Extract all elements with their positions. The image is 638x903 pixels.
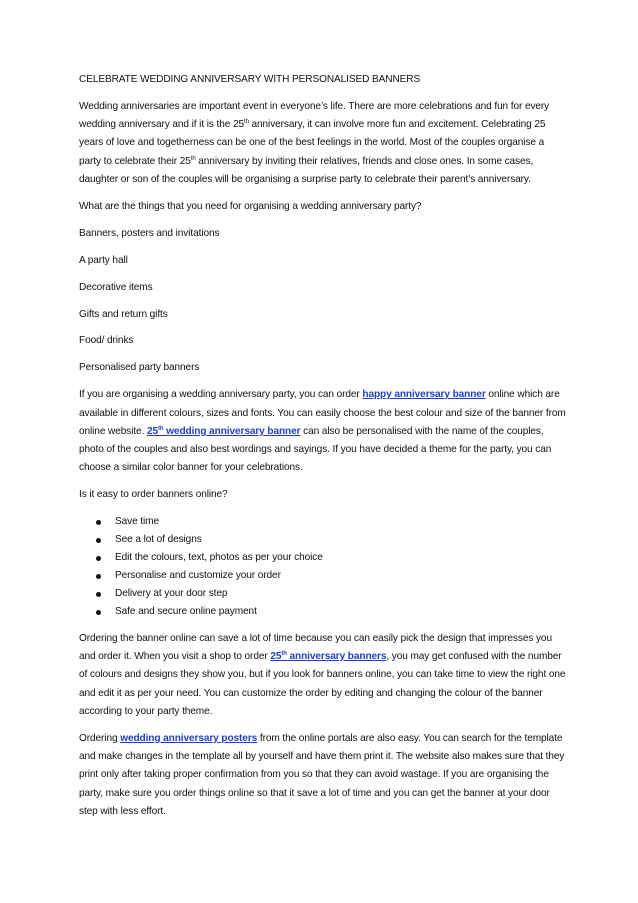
ordering-text-1: If you are organising a wedding anniversary party, you can order	[79, 389, 363, 401]
list-item	[96, 531, 568, 549]
happy-anniversary-banner-link[interactable]: happy anniversary banner	[362, 389, 486, 401]
party-item: Food/ drinks	[79, 335, 134, 347]
list-item	[96, 603, 568, 621]
posters-text-2: from the online portals are also easy. You can search for the template and make changes in the template all by yourself and have them print it. The website also makes sure that they print only after taking proper confirmation from you so that they can avoid wastage. If you are organising the party, make sure you order things online so that it save a lot of time and you can get the banner at your door step with less effort.	[79, 732, 565, 818]
link-number: 25	[146, 425, 159, 437]
document-title: CELEBRATE WEDDING ANNIVERSARY WITH PERSONALISED BANNERS	[79, 74, 421, 85]
list-item	[96, 513, 568, 531]
intro-text-1: Wedding anniversaries are important event in everyone’s life. There are more celebrations and fun for every wedding anniversary and if it is the 25	[79, 100, 550, 131]
benefits-list	[79, 513, 568, 621]
party-item: Decorative items	[79, 281, 153, 293]
bullet-icon	[96, 538, 101, 543]
online-text-1: Ordering the banner online can save a lot of time because you can easily pick the design that impresses you and order it. When you visit a shop to order	[79, 632, 552, 663]
list-item-text: Save time	[115, 516, 159, 528]
bullet-icon	[96, 574, 101, 579]
intro-text-2: anniversary, it can involve more fun and excitement. Celebrating 25 years of love and togetherness can be one of the best feelings in the world. Most of the couples organise a party to celebrate their 25	[79, 119, 546, 167]
ordinal-suffix: th	[244, 119, 249, 126]
ordinal-suffix: th	[190, 155, 196, 162]
online-text-2: , you may get confused with the number of colours and designs they show you, but if you look for banners online, you can take time to view the right one and edit it as per your need. You can customize the order by editing and changing the colour of the banner according to your party theme.	[79, 651, 566, 717]
list-item-text: Delivery at your door step	[115, 588, 228, 600]
list-item-text: Edit the colours, text, photos as per your choice	[115, 552, 323, 564]
list-item	[96, 567, 568, 585]
link-text: anniversary banners	[286, 651, 387, 663]
25th-wedding-anniversary-banner-link[interactable]	[147, 426, 300, 437]
ordering-paragraph	[79, 386, 568, 477]
question2-heading: Is it easy to order banners online?	[79, 489, 228, 501]
wedding-anniversary-posters-link[interactable]: wedding anniversary posters	[120, 732, 258, 744]
ordinal-suffix: th	[281, 651, 287, 658]
party-item: Personalised party banners	[79, 362, 200, 374]
party-item: Banners, posters and invitations	[79, 227, 220, 239]
list-item	[96, 585, 568, 603]
link-number: 25	[270, 651, 282, 663]
question-heading: What are the things that you need for organising a wedding anniversary party?	[79, 200, 422, 212]
ordering-text-2: online which are available in different colours, sizes and fonts. You can easily choose the best colour and size of the banner from online website.	[79, 389, 566, 437]
ordering-text-3: can also be personalised with the name of the couples, photo of the couples and also best wordings and sayings. If you have decided a theme for the party, you can choose a similar color banner for your celebrations.	[79, 425, 552, 474]
list-item-text: See a lot of designs	[115, 534, 202, 546]
bullet-icon	[96, 610, 101, 615]
online-benefit-paragraph	[79, 630, 568, 721]
intro-paragraph	[79, 98, 568, 189]
bullet-icon	[96, 592, 101, 597]
bullet-icon	[96, 520, 101, 525]
list-item-text: Safe and secure online payment	[115, 606, 257, 618]
list-item-text: Personalise and customize your order	[115, 570, 281, 582]
bullet-icon	[96, 556, 101, 561]
party-item: Gifts and return gifts	[79, 308, 168, 320]
ordinal-suffix: th	[158, 425, 164, 432]
intro-text-3: anniversary by inviting their relatives, friends and close ones. In some cases, daughter or son of the couples will be organising a surprise party to celebrate their parent’s anniversary.	[79, 155, 534, 186]
list-item	[96, 549, 568, 567]
25th-anniversary-banners-link[interactable]	[270, 651, 386, 662]
party-item: A party hall	[79, 254, 128, 266]
posters-paragraph	[79, 730, 568, 821]
posters-text-1: Ordering	[79, 732, 121, 744]
link-text: wedding anniversary banner	[163, 425, 301, 437]
